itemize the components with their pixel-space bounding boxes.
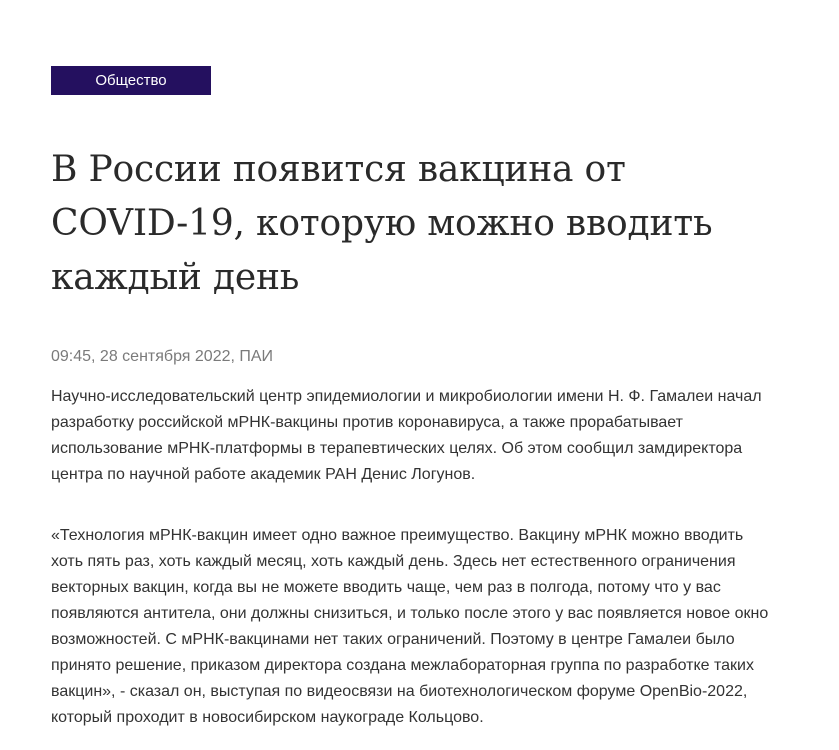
article-paragraph-2: «Технология мРНК-вакцин имеет одно важное преимущество. Вакцину мРНК можно вводить хоть пять раз, хоть каждый месяц, хоть каждый день. Здесь нет естественного ограничения векторных вакцин, когда вы не можете вводить чаще, чем раз в полгода, потому что у вас появляются антитела, они должны снизиться, и только после этого у вас появляется новое окно возможностей. С мРНК-вакцинами нет таких ограничений. Поэтому в центре Гамалеи было принято решение, приказом директора создана межлабораторная группа по разработке таких вакцин», - сказал он, выступая по видеосвязи на биотехнологическом форуме OpenBio-2022, который проходит в новосибирском наукограде Кольцово. bbox=[51, 527, 769, 726]
category-tag[interactable]: Общество bbox=[51, 66, 211, 95]
article-meta: 09:45, 28 сентября 2022, ПАИ bbox=[51, 348, 274, 365]
article-title: В России появится вакцина от COVID-19, которую можно вводить каждый день bbox=[51, 149, 713, 298]
article-paragraph-1: Научно-исследовательский центр эпидемиологии и микробиологии имени Н. Ф. Гамалеи начал разработку российской мРНК-вакцины против коронавируса, а также прорабатывает использование мРНК-платформы в терапевтических целях. Об этом сообщил замдиректора центра по научной работе академик РАН Денис Логунов. bbox=[51, 388, 762, 483]
